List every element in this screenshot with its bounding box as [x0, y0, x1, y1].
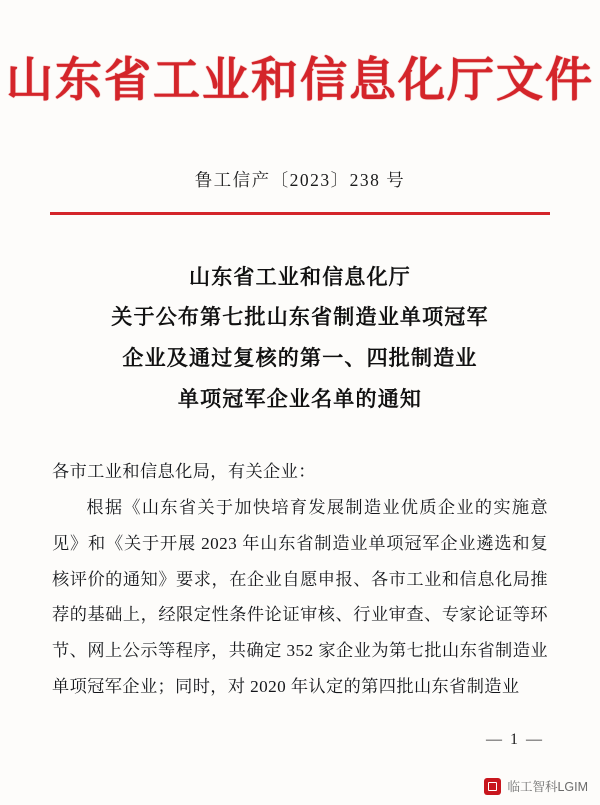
brand-logo-icon	[484, 778, 501, 795]
body-paragraph: 根据《山东省关于加快培育发展制造业优质企业的实施意见》和《关于开展 2023 年山东省制造业单项冠军企业遴选和复核评价的通知》要求，在企业自愿申报、各市工业和信息化局推荐的基础上，经限定性条件论证审核、行业审查、专家论证等环节、网上公示等程序，共确定 352 家企业为第七批山东省制造业单项冠军企业；同时，对 2020 年认定的第四批山东省制造业	[52, 498, 548, 696]
title-line-2: 关于公布第七批山东省制造业单项冠军	[111, 304, 489, 330]
document-header	[0, 0, 600, 109]
document-red-title: 山东省工业和信息化厅文件	[6, 53, 594, 108]
footer-brand-label: 临工智科LGIM	[507, 780, 588, 794]
page-number: — 1 —	[486, 731, 544, 748]
title-line-3: 企业及通过复核的第一、四批制造业	[122, 345, 478, 371]
title-line-1: 山东省工业和信息化厅	[189, 263, 411, 289]
document-body	[52, 454, 548, 704]
document-number: 鲁工信产〔2023〕238 号	[194, 170, 406, 191]
salutation: 各市工业和信息化局，有关企业：	[52, 462, 316, 482]
red-divider-line	[50, 212, 550, 214]
footer-brand	[484, 777, 588, 795]
title-line-4: 单项冠军企业名单的通知	[177, 386, 423, 412]
document-title-block	[0, 257, 600, 421]
